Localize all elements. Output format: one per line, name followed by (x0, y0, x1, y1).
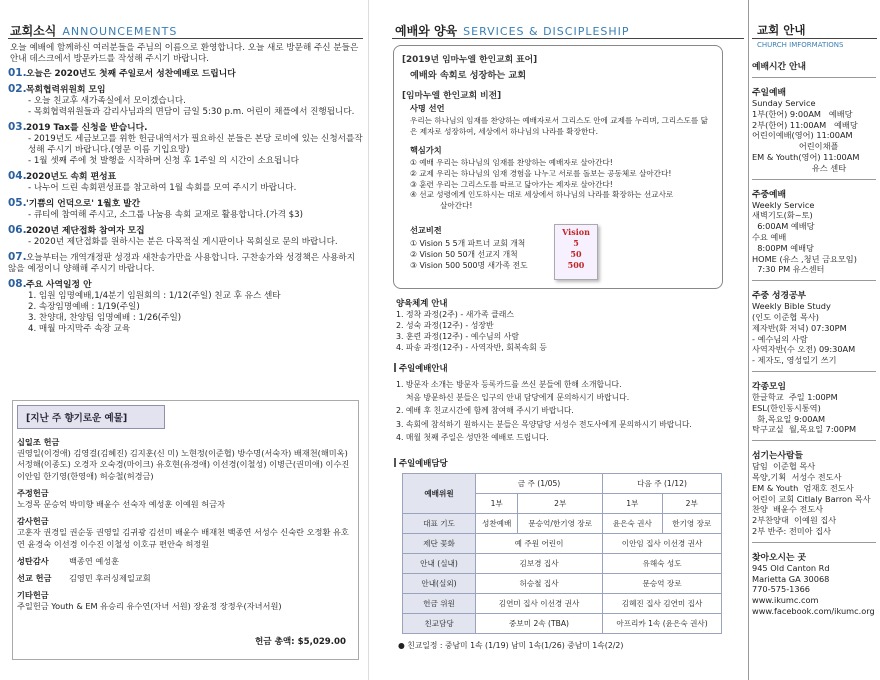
service-1-header: 1부 (476, 494, 518, 514)
gift-group (17, 556, 354, 567)
worship-guide-item: 3. 속회에 참석하기 원하시는 분들은 목양담당 서성수 전도사에게 문의하시기 바랍니다. (396, 419, 692, 429)
core-value: 살아간다! (440, 201, 473, 211)
discipleship-item: 4. 파송 과정(12주) - 사역자반, 회복속회 등 (396, 343, 547, 352)
table-cell: 아프리카 1속 (윤은숙 권사) (603, 614, 722, 634)
info-line: (인도 이준협 목사) (752, 311, 819, 322)
announcement-number: 03. (8, 121, 27, 133)
announcement-head (8, 225, 363, 237)
info-line: 2부 반주: 전미아 집사 (752, 525, 832, 536)
announcements-title-text: 교회소식 (10, 24, 57, 38)
divider (752, 371, 876, 372)
service-1-header: 1부 (603, 494, 662, 514)
worship-guide-item: 2. 예배 후 친교시간에 함께 참여해 주시기 바랍니다. (396, 406, 574, 416)
announcements-title (10, 22, 177, 39)
announcement-list (8, 68, 363, 339)
gift-group (17, 488, 354, 510)
worship-guide-item: 1. 방문자 소개는 방문자 등록카드를 쓰신 분들에 한해 소개합니다. (396, 380, 622, 389)
mission-text: 우리는 하나님의 임재를 찬양하는 예배자로서 그리스도 안에 교제를 누리며, 그리스도를 닮은 제자로 성장하여, 세상에서 하나님의 나라를 확장한다. (410, 116, 708, 136)
announcement-number: 07. (8, 251, 27, 263)
row-role: 안내(실외) (403, 574, 476, 594)
vision-graphic (554, 224, 598, 280)
info-line: 어린이채플 (752, 141, 839, 152)
gift-group-names: 백종연 예성훈 (69, 555, 120, 566)
church-info-title: 교회 안내 (757, 23, 806, 37)
table-cell: 이안임 집사 이선경 권사 (603, 534, 722, 554)
announcement-line: 오늘부터는 개역개정판 성경과 새찬송가만을 사용합니다. 구찬송가와 성경책은 사용하지 않을 예정이니 양해해 주시기 바랍니다. (8, 253, 356, 274)
row-role: 헌금 위원 (403, 594, 476, 614)
vision-item: ③ Vision 500 500명 새가족 전도 (410, 261, 528, 270)
announcement-head (8, 198, 363, 210)
info-line: 화,목요일 9:00AM (752, 413, 826, 424)
info-line: ESL(한인동시통역) (752, 402, 821, 413)
table-row (403, 514, 722, 534)
info-line: www.facebook.com/ikumc.org (752, 605, 875, 616)
table-row (403, 614, 722, 634)
info-line: 찬양 배윤수 전도사 (752, 504, 824, 515)
discipleship-item: 2. 성숙 과정(12주) - 성장반 (396, 321, 494, 330)
info-line: - 제자도, 영성일기 쓰기 (752, 355, 837, 366)
announcement-line: - 2019년도 세금보고를 위한 헌금내역서가 필요하신 분들은 본당 로비에 있는 신청서를작성해 주시기 바랍니다.(영문 이름 기입요망) (28, 134, 363, 155)
info-line: 어린이예배(영어) 11:00AM (752, 130, 853, 141)
gift-group-names: 노경목 문승억 박미향 배윤수 선숙자 예성훈 이예원 허금자 (17, 499, 226, 510)
vision-graphic-line: 5 (573, 238, 579, 248)
table-cell: 성찬예배 (476, 514, 518, 534)
announcement-title: 오늘은 2020년도 첫째 주일로서 성찬예배로 드립니다 (26, 69, 236, 79)
announcements-subtitle: ANNOUNCEMENTS (62, 25, 178, 38)
vision-list (410, 238, 528, 271)
vision-item: ① Vision 5 5개 파트너 교회 개척 (410, 239, 526, 248)
announcement-line: - 오늘 친교후 새가족실에서 모이겠습니다. (28, 96, 186, 106)
info-line: Sunday Service (752, 98, 816, 108)
core-value: ③ 훈련 우리는 그리스도를 따르고 닮아가는 제자로 살아간다! (410, 179, 613, 189)
info-section-head: 주중예배 (752, 189, 786, 200)
divider (8, 38, 363, 39)
right-column-divider (748, 0, 749, 680)
next-week-header: 다음 주 (1/12) (603, 474, 722, 494)
gifts-title: [지난 주 향기로운 예물] (17, 405, 165, 429)
discipleship-item: 3. 훈련 과정(12주) - 예수님의 사람 (396, 332, 519, 341)
vision-graphic-line: Vision (562, 227, 590, 237)
duty-table (402, 473, 722, 634)
announcement-number: 04. (8, 170, 27, 182)
info-line: 어린이 교회 Citlaly Barron 목사 (752, 493, 871, 504)
announcement-title: 2020년도 속회 편성표 (26, 172, 117, 182)
info-line: 사역자반(수 오전) 09:30AM (752, 344, 856, 355)
announcement-line: 3. 찬양대, 찬양팀 임명예배 : 1/26(주일) (28, 313, 182, 323)
info-line: 탁구교실 월,목요일 7:00PM (752, 424, 857, 435)
duty-head (394, 457, 448, 469)
motto-head: [2019년 임마누엘 한인교회 표어] (402, 55, 538, 65)
worship-guide-item: 처음 방문하신 분들은 입구의 안내 담당에게 문의하시기 바랍니다. (406, 393, 630, 403)
divider (752, 77, 876, 78)
worship-guide-list (396, 378, 736, 444)
info-section-head: 예배시간 안내 (752, 62, 807, 72)
announcement-line: - 큐티에 참여해 주시고, 소그룹 나눔용 속회 교재로 활용합니다.(가격 $3) (28, 210, 303, 220)
table-cell: 윤은숙 권사 (603, 514, 662, 534)
announcement-head (8, 252, 363, 275)
table-row (403, 554, 722, 574)
announcement-number: 08. (8, 278, 27, 290)
table-cell: 예 주원 어린이 (476, 534, 603, 554)
info-line: 목양,기획 서성수 전도사 (752, 471, 842, 482)
info-line: Weekly Service (752, 199, 815, 210)
this-week-header: 금 주 (1/05) (476, 474, 603, 494)
gift-group (17, 516, 354, 550)
gift-group-names: 고훈자 권경일 권순동 권영일 김귀광 김선미 배윤수 배재천 백종연 서성수 신숙란 오정환 유호연 윤경숙 이선경 이수진 이철성 이호규 편안숙 허정원 (17, 527, 349, 549)
services-subtitle: SERVICES & DISCIPLESHIP (463, 25, 630, 38)
duty-head-text: 주일예배담당 (399, 458, 448, 468)
announcement-head (8, 122, 363, 134)
divider (752, 542, 876, 543)
table-cell: 문승억/한기영 장로 (518, 514, 603, 534)
info-line: 새벽기도(화~토) (752, 210, 813, 221)
worship-guide-head-text: 주일예배안내 (399, 363, 448, 373)
announcement-title: 2020년 제단접화 참여자 모집 (26, 226, 145, 236)
info-line: Weekly Bible Study (752, 301, 831, 312)
church-info-subtitle: CHURCH IMFORMATIONS (757, 41, 844, 49)
row-role: 친교담당 (403, 614, 476, 634)
announcement-head (8, 68, 363, 80)
info-line: HOME (유스 ,청년 금요모임) (752, 253, 857, 264)
announcement-line: - 1월 셋째 주에 첫 발행을 시작하며 신청 후 1주일 의 시간이 소요됩니다 (28, 156, 299, 166)
table-cell: 문승억 장로 (603, 574, 722, 594)
gift-group (17, 573, 354, 584)
row-role: 안내 (실내) (403, 554, 476, 574)
announcement-item (8, 171, 363, 194)
info-line: EM & Youth(영어) 11:00AM (752, 151, 860, 162)
table-cell: 김보경 집사 (476, 554, 603, 574)
divider (752, 440, 876, 441)
announcement-line: - 목회협력위원들과 감리사님과의 면담이 금일 5:30 p.m. 어린이 채플에서 진행됩니다. (28, 107, 355, 117)
page-fold (368, 0, 369, 680)
table-row (403, 594, 722, 614)
vision-label: 선교비전 (410, 225, 442, 235)
gift-group-names: 주일헌금 Youth & EM 유승리 유수연(자녀 서원) 장윤정 장정우(자녀서원) (17, 601, 282, 612)
gift-group (17, 437, 354, 482)
info-line: 6:00AM 예배당 (752, 221, 815, 232)
info-line: 1부(한어) 9:00AM 예배당 (752, 108, 853, 119)
announcement-line: - 나누어 드린 속회편성표를 참고하여 1월 속회를 모여 주시기 바랍니다. (28, 183, 297, 193)
table-cell: 김연미 집사 이선경 권사 (476, 594, 603, 614)
info-line: 유스 센타 (752, 162, 847, 173)
gift-group-name: 주정헌금 (17, 487, 49, 498)
announcement-number: 02. (8, 83, 27, 95)
core-values (410, 158, 715, 212)
announcement-number: 06. (8, 224, 27, 236)
announcement-item (8, 68, 363, 80)
vision-head: [임마누엘 한인교회 비전] (402, 91, 502, 101)
info-line: 945 Old Canton Rd (752, 562, 830, 573)
gift-group (17, 590, 354, 612)
discipleship-head: 양육체계 안내 (396, 298, 448, 308)
info-line: 한글학교 주일 1:00PM (752, 391, 838, 402)
info-section-head: 주중 성경공부 (752, 291, 807, 302)
announcement-line: 1. 임원 임명예배,1/4분기 임원회의 : 1/12(주일) 친교 후 유스 센타 (28, 291, 281, 301)
core-value: ④ 선교 성령에게 인도하시는 대로 세상에서 하나님의 나라를 확장하는 선교사로 (410, 190, 674, 200)
church-info-sections (752, 52, 876, 617)
motto: 예배와 속회로 성장하는 교회 (410, 70, 527, 81)
announcement-title: 목회협력위원회 모임 (26, 85, 106, 95)
discipleship-list (396, 309, 547, 353)
info-line: 제자반(화 저녁) 07:30PM (752, 322, 847, 333)
table-cell: 유해숙 성도 (603, 554, 722, 574)
info-line: Marietta GA 30068 (752, 573, 830, 584)
worship-guide-item: 4. 매월 첫째 주일은 성만찬 예배로 드립니다. (396, 432, 549, 442)
info-line: 담임 이준협 목사 (752, 461, 816, 472)
vision-graphic-line: 50 (570, 249, 582, 259)
service-2-header: 2부 (662, 494, 721, 514)
announcement-number: 01. (8, 67, 27, 79)
row-role: 제단 꽃화 (403, 534, 476, 554)
announcement-line: 4. 매월 마지막주 속장 교육 (28, 324, 131, 334)
info-line: 770-575-1366 (752, 584, 811, 595)
info-section-head: 찾아오시는 곳 (752, 552, 807, 563)
announcement-title: '기쁨의 언덕으로' 1월호 발간 (26, 199, 141, 209)
worship-guide-head (394, 362, 448, 374)
gift-groups (17, 437, 354, 619)
core-value: ② 교제 우리는 하나님의 임재 경험을 나누고 서로를 돌보는 공동체로 살아간다! (410, 168, 672, 178)
discipleship-item: 1. 정착 과정(2주) - 새가족 클래스 (396, 310, 514, 319)
service-2-header: 2부 (518, 494, 603, 514)
announcement-title: 2019 Tax를 신청을 받습니다. (26, 123, 148, 133)
gifts-box (12, 400, 359, 660)
table-cell: 중보미 2속 (TBA) (476, 614, 603, 634)
gifts-total: 헌금 총액: $5,029.00 (254, 637, 346, 647)
vision-box (393, 45, 723, 289)
gift-group-names: 김영민 후러싱제일교회 (69, 573, 151, 584)
announcement-head (8, 171, 363, 183)
announcement-line: - 2020년 제단접화를 원하시는 분은 다목적실 게시판이나 목회실로 문의 바랍니다. (28, 237, 338, 247)
info-section-head: 각종모임 (752, 381, 786, 392)
divider (752, 280, 876, 281)
gift-group-names: 권영일(이경애) 김영걸(김혜진) 김지훈(신 미) 노현정(이준협) 방수명(서숙자) 배재천(해미옥) 서정해(이종도) 오경자 오숙경(마이크) 유호현(유경애) 이선경(이철성) 이병근(권미애) 이수진 이안임 한기영(한영애) 허승철(허경금) (17, 448, 350, 481)
info-line: www.ikumc.com (752, 595, 819, 606)
info-line: 수요 예배 (752, 231, 787, 242)
announcement-item (8, 84, 363, 118)
vision-item: ② Vision 50 50개 선교지 개척 (410, 250, 518, 259)
duty-corner: 예배위원 (403, 474, 476, 514)
table-cell: 김혜진 집사 김연미 집사 (603, 594, 722, 614)
announcement-item (8, 252, 363, 275)
info-line: 2부찬양대 이예원 집사 (752, 515, 837, 526)
announcement-title: 주요 사역일정 안 (26, 280, 92, 290)
mission-label: 사명 선언 (410, 103, 445, 113)
announcement-item (8, 122, 363, 167)
section-marker (394, 458, 396, 467)
info-line: EM & Youth 엄재호 전도사 (752, 482, 854, 493)
announcement-number: 05. (8, 197, 27, 209)
info-section-head: 섬기는사람들 (752, 451, 803, 462)
services-title (395, 22, 630, 39)
info-section-head: 주일예배 (752, 88, 786, 98)
info-line: 2부(한어) 11:00AM 예배당 (752, 119, 858, 130)
table-row (403, 534, 722, 554)
info-line: 7:30 PM 유스센터 (752, 264, 825, 275)
row-role: 대표 기도 (403, 514, 476, 534)
table-cell: 허승철 집사 (476, 574, 603, 594)
fellowship-schedule: ● 친교일정 : 중남미 1속 (1/19) 남미 1속(1/26) 중남미 1속(2/2) (398, 641, 624, 650)
gift-group-name: 십일조 헌금 (17, 437, 60, 447)
table-row (403, 574, 722, 594)
gift-group-name: 선교 헌금 (17, 573, 52, 584)
vision-graphic-line: 500 (567, 260, 585, 270)
announcement-item (8, 198, 363, 221)
info-line: 8:00PM 예배당 (752, 242, 814, 253)
gift-group-name: 기타헌금 (17, 590, 49, 601)
divider (752, 38, 877, 39)
divider (392, 38, 744, 39)
core-value: ① 예배 우리는 하나님의 임재를 찬양하는 예배자로 살아간다! (410, 158, 613, 167)
table-cell: 한기영 장로 (662, 514, 721, 534)
announcement-line: 2. 속장임명예배 : 1/19(주일) (28, 302, 140, 312)
section-marker (394, 363, 396, 372)
divider (752, 179, 876, 180)
announcement-item (8, 279, 363, 335)
info-line: - 예수님의 사람 (752, 333, 808, 344)
gift-group-name: 감사헌금 (17, 516, 49, 527)
gift-group-name: 성탄감사 (17, 555, 49, 566)
announcement-head (8, 84, 363, 96)
announcements-intro: 오늘 예배에 함께하신 여러분들을 주님의 이름으로 환영합니다. 오늘 새로 방문해 주신 분들은 안내 데스크에서 방문카드를 작성해 주시기 바랍니다. (10, 43, 359, 65)
announcement-head (8, 279, 363, 291)
core-label: 핵심가치 (410, 145, 442, 155)
announcement-item (8, 225, 363, 248)
services-title-text: 예배와 양육 (395, 24, 458, 38)
